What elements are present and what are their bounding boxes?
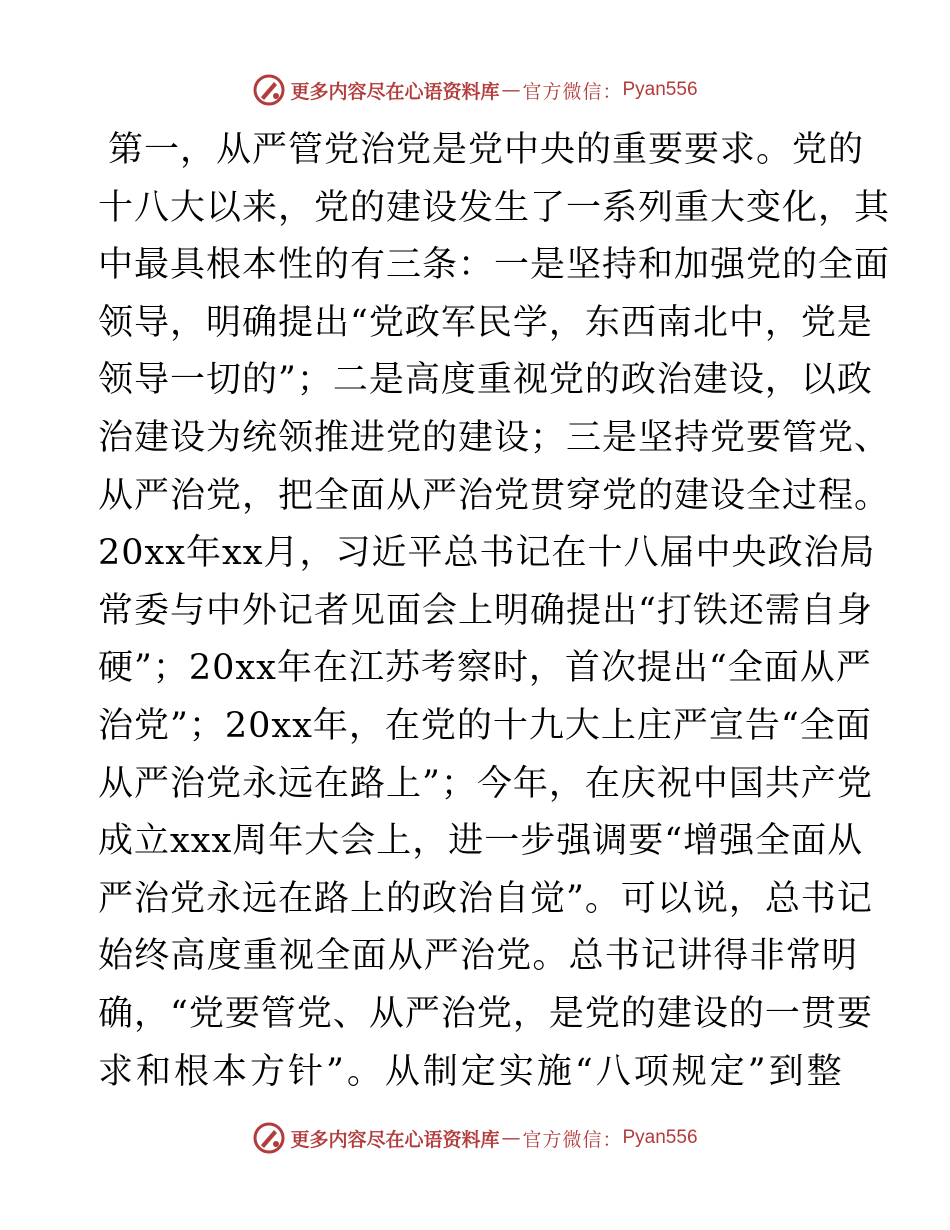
brand-logo-icon: [252, 1121, 286, 1155]
text-line: 治建设为统领推进党的建设；三是坚持党要管党、: [98, 417, 891, 458]
text-line: 严治党永远在路上的政治自觉”。可以说，总书记: [98, 878, 873, 919]
text-line: 第一，从严管党治党是党中央的重要要求。党的: [108, 130, 865, 170]
banner-dash: —: [501, 1127, 521, 1149]
text-line: 20xx年xx月，习近平总书记在十八届中央政治局: [98, 533, 876, 574]
banner-wechat-id: Pyan556: [622, 79, 698, 100]
text-line: 中最具根本性的有三条：一是坚持和加强党的全面: [98, 245, 891, 286]
banner-text: 更多内容尽在心语资料库: [290, 1128, 500, 1151]
text-line: 领导，明确提出“党政军民学，东西南北中，党是: [98, 302, 873, 343]
banner-text: 更多内容尽在心语资料库: [290, 80, 500, 103]
text-line: 治党”；20xx年，在党的十九大上庄严宣告“全面: [98, 705, 872, 746]
text-line: 求和根本方针”。从制定实施“八项规定”到整: [98, 1051, 845, 1092]
document-body: [98, 122, 891, 1101]
brand-logo-icon: [252, 73, 286, 107]
banner-dash: —: [501, 79, 521, 101]
text-line: 从严治党永远在路上”；今年，在庆祝中国共产党: [98, 763, 873, 804]
banner-wechat-label: 官方微信：: [522, 80, 623, 103]
header-banner: [0, 70, 950, 110]
text-line: 始终高度重视全面从严治党。总书记讲得非常明: [98, 936, 858, 977]
text-line: 从严治党，把全面从严治党贯穿党的建设全过程。: [98, 475, 891, 516]
text-line: 确，“党要管党、从严治党，是党的建设的一贯要: [98, 993, 873, 1034]
text-line: 硬”；20xx年在江苏考察时，首次提出“全面从严: [98, 648, 872, 689]
text-line: 常委与中外记者见面会上明确提出“打铁还需自身: [98, 590, 873, 631]
text-line: 十八大以来，党的建设发生了一系列重大变化，其: [98, 187, 891, 228]
banner-wechat-id: Pyan556: [622, 1127, 698, 1148]
banner-wechat-label: 官方微信：: [522, 1128, 623, 1151]
text-line: 领导一切的”；二是高度重视党的政治建设，以政: [98, 360, 873, 401]
footer-banner: [0, 1118, 950, 1158]
text-line: 成立xxx周年大会上，进一步强调要“增强全面从: [98, 821, 864, 862]
